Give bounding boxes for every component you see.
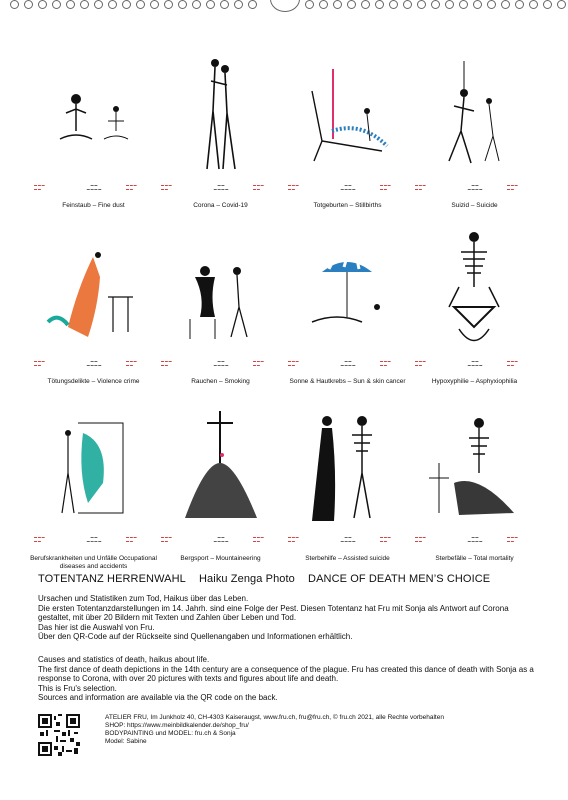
- grid-row-3: [30, 397, 538, 573]
- caption-mini-left: ▬ ▬ ▬ ▬ ▬: [161, 535, 172, 543]
- binding-ring: [417, 0, 426, 9]
- binding-ring: [108, 0, 117, 9]
- caption: Sterbefälle – Total mortality: [435, 555, 514, 562]
- footer-shop: SHOP: https://www.meinbildkalender.de/shop_fru/: [105, 722, 249, 729]
- caption-mini-mid: ▬ ▬ ▬ ▬ ▬ ▬: [213, 183, 229, 191]
- caption-mini-left: ▬ ▬ ▬ ▬ ▬: [161, 359, 172, 367]
- grid-row-1: [30, 45, 538, 221]
- binding-ring: [319, 0, 328, 9]
- binding-ring: [94, 0, 103, 9]
- footer-address: ATELIER FRU, Im Junkholz 40, CH-4303 Kaiseraugst, www.fru.ch, fru@fru.ch, © fru.ch 2021, alle Rechte vorbehalten: [105, 714, 444, 721]
- caption-mini-mid: ▬ ▬ ▬ ▬ ▬ ▬: [467, 183, 483, 191]
- corona-couple-art: [165, 51, 276, 181]
- caption: Berufskrankheiten und Unfälle Occupational diseases and accidents: [30, 555, 157, 570]
- caption-mini-left: ▬ ▬ ▬ ▬ ▬: [415, 183, 426, 191]
- binding-ring: [445, 0, 454, 9]
- binding-ring: [24, 0, 33, 9]
- occupational-art: [38, 403, 149, 533]
- binding-ring: [333, 0, 342, 9]
- caption-mini-left: ▬ ▬ ▬ ▬ ▬: [288, 183, 299, 191]
- caption-mini-left: ▬ ▬ ▬ ▬ ▬: [34, 359, 45, 367]
- thumbnail-sterbehilfe: [284, 397, 411, 573]
- thumbnail-toetungsdelikte: [30, 221, 157, 397]
- thumbnail-feinstaub: [30, 45, 157, 221]
- sun-umbrella-art: [292, 227, 403, 357]
- smoking-art: [165, 227, 276, 357]
- caption: Bergsport – Mountaineering: [180, 555, 261, 562]
- caption-mini-mid: ▬ ▬ ▬ ▬ ▬ ▬: [86, 535, 102, 543]
- binding-ring: [543, 0, 552, 9]
- caption: Feinstaub – Fine dust: [62, 202, 125, 209]
- binding-ring: [38, 0, 47, 9]
- title-subtitle: Haiku Zenga Photo: [199, 573, 295, 585]
- caption-mini-mid: ▬ ▬ ▬ ▬ ▬ ▬: [213, 359, 229, 367]
- binding-ring: [389, 0, 398, 9]
- title-german: TOTENTANZ HERRENWAHL: [38, 573, 186, 585]
- caption: Hypoxyphilie – Asphyxiophilia: [431, 378, 518, 385]
- qr-code-icon: [38, 714, 80, 756]
- caption-mini-right: ▬ ▬ ▬ ▬ ▬: [126, 535, 137, 543]
- caption: Sonne & Hautkrebs – Sun & skin cancer: [289, 378, 406, 385]
- binding-ring: [52, 0, 61, 9]
- caption-mini-right: ▬ ▬ ▬ ▬ ▬: [253, 359, 264, 367]
- binding-ring: [164, 0, 173, 9]
- paragraph: The first dance of death depictions in the 14th century are a consequence of the plague. Fru has created this dance of death with Sonja as a response to Corona, with over 20 pictures with texts and figures about life and death.: [38, 664, 534, 684]
- caption-mini-mid: ▬ ▬ ▬ ▬ ▬ ▬: [340, 183, 356, 191]
- hanger-hole: [270, 0, 300, 12]
- binding-ring: [192, 0, 201, 9]
- thumbnail-sterbefaelle: [411, 397, 538, 573]
- paragraph: Das hier ist die Auswahl von Fru.: [38, 622, 155, 632]
- binding-ring: [347, 0, 356, 9]
- binding-ring: [431, 0, 440, 9]
- binding-ring: [501, 0, 510, 9]
- binding-ring: [80, 0, 89, 9]
- footer-credits: [105, 714, 545, 746]
- caption-mini-mid: ▬ ▬ ▬ ▬ ▬ ▬: [86, 183, 102, 191]
- paragraph: Sources and information are available via the QR code on the back.: [38, 693, 278, 703]
- thumbnail-totgeburten: [284, 45, 411, 221]
- calendar-binding: [0, 0, 568, 14]
- caption-mini-left: ▬ ▬ ▬ ▬ ▬: [34, 535, 45, 543]
- thumbnail-suizid: [411, 45, 538, 221]
- english-description: [38, 655, 538, 703]
- binding-ring: [305, 0, 314, 9]
- paragraph: Über den QR-Code auf der Rückseite sind Quellenangaben und Informationen erhältlich.: [38, 632, 353, 642]
- binding-ring: [248, 0, 257, 9]
- binding-ring: [206, 0, 215, 9]
- binding-ring: [10, 0, 19, 9]
- caption-mini-right: ▬ ▬ ▬ ▬ ▬: [253, 535, 264, 543]
- binding-ring: [136, 0, 145, 9]
- asphyxia-skeleton-art: [419, 227, 530, 357]
- footer-bodypainting: BODYPAINTING und MODEL: fru.ch & Sonja: [105, 730, 236, 737]
- caption-mini-right: ▬ ▬ ▬ ▬ ▬: [126, 359, 137, 367]
- paragraph: Die ersten Totentanzdarstellungen im 14. Jahrh. sind eine Folge der Pest. Diesen Totentanz hat Fru mit Sonja als Antwort auf Corona gestaltet, mit über 20 Bildern mit Texten und Zahlen über Leben und Tod.: [38, 603, 509, 623]
- thumbnail-corona: [157, 45, 284, 221]
- page-title: [38, 573, 500, 585]
- caption-mini-right: ▬ ▬ ▬ ▬ ▬: [507, 183, 518, 191]
- caption-mini-left: ▬ ▬ ▬ ▬ ▬: [288, 359, 299, 367]
- caption-mini-left: ▬ ▬ ▬ ▬ ▬: [415, 535, 426, 543]
- caption-mini-right: ▬ ▬ ▬ ▬ ▬: [507, 359, 518, 367]
- thumbnail-hypoxyphilie: [411, 221, 538, 397]
- paragraph: This is Fru's selection.: [38, 683, 117, 693]
- caption-mini-mid: ▬ ▬ ▬ ▬ ▬ ▬: [340, 359, 356, 367]
- caption-mini-right: ▬ ▬ ▬ ▬ ▬: [380, 535, 391, 543]
- caption-mini-mid: ▬ ▬ ▬ ▬ ▬ ▬: [467, 359, 483, 367]
- binding-ring: [515, 0, 524, 9]
- caption-mini-mid: ▬ ▬ ▬ ▬ ▬ ▬: [340, 535, 356, 543]
- paragraph: Causes and statistics of death, haikus about life.: [38, 655, 210, 664]
- binding-ring: [403, 0, 412, 9]
- title-english: DANCE OF DEATH MEN’S CHOICE: [308, 573, 491, 585]
- dust-figures-art: [38, 51, 149, 181]
- paragraph: Ursachen und Statistiken zum Tod, Haikus über das Leben.: [38, 594, 249, 603]
- thumbnail-berufskrankheiten: [30, 397, 157, 573]
- stillbirth-art: [292, 51, 403, 181]
- grid-row-2: [30, 221, 538, 397]
- thumbnail-grid: [30, 45, 538, 573]
- violence-art: [38, 227, 149, 357]
- caption-mini-right: ▬ ▬ ▬ ▬ ▬: [507, 535, 518, 543]
- binding-ring: [150, 0, 159, 9]
- caption: Sterbehilfe – Assisted suicide: [305, 555, 390, 562]
- caption-mini-left: ▬ ▬ ▬ ▬ ▬: [288, 535, 299, 543]
- thumbnail-sonne: [284, 221, 411, 397]
- caption: Totgeburten – Stillbirths: [313, 202, 382, 209]
- caption: Tötungsdelikte – Violence crime: [47, 378, 140, 385]
- total-mortality-art: [419, 403, 530, 533]
- caption-mini-left: ▬ ▬ ▬ ▬ ▬: [415, 359, 426, 367]
- german-description: [38, 594, 538, 642]
- caption-mini-mid: ▬ ▬ ▬ ▬ ▬ ▬: [467, 535, 483, 543]
- caption-mini-right: ▬ ▬ ▬ ▬ ▬: [380, 183, 391, 191]
- caption: Suizid – Suicide: [451, 202, 498, 209]
- binding-ring: [473, 0, 482, 9]
- caption-mini-right: ▬ ▬ ▬ ▬ ▬: [126, 183, 137, 191]
- thumbnail-bergsport: [157, 397, 284, 573]
- binding-ring: [529, 0, 538, 9]
- binding-ring: [178, 0, 187, 9]
- mountain-cross-art: [165, 403, 276, 533]
- binding-ring: [66, 0, 75, 9]
- caption-mini-right: ▬ ▬ ▬ ▬ ▬: [380, 359, 391, 367]
- binding-ring: [234, 0, 243, 9]
- thumbnail-rauchen: [157, 221, 284, 397]
- caption-mini-mid: ▬ ▬ ▬ ▬ ▬ ▬: [213, 535, 229, 543]
- binding-ring: [375, 0, 384, 9]
- assisted-suicide-art: [292, 403, 403, 533]
- caption-mini-left: ▬ ▬ ▬ ▬ ▬: [161, 183, 172, 191]
- footer-model: Model: Sabine: [105, 738, 147, 745]
- binding-ring: [459, 0, 468, 9]
- suicide-art: [419, 51, 530, 181]
- caption: Rauchen – Smoking: [191, 378, 250, 385]
- binding-ring: [361, 0, 370, 9]
- caption-mini-right: ▬ ▬ ▬ ▬ ▬: [253, 183, 264, 191]
- caption-mini-mid: ▬ ▬ ▬ ▬ ▬ ▬: [86, 359, 102, 367]
- caption: Corona – Covid-19: [193, 202, 248, 209]
- binding-ring: [487, 0, 496, 9]
- caption-mini-left: ▬ ▬ ▬ ▬ ▬: [34, 183, 45, 191]
- binding-ring: [220, 0, 229, 9]
- binding-ring: [122, 0, 131, 9]
- binding-ring: [557, 0, 566, 9]
